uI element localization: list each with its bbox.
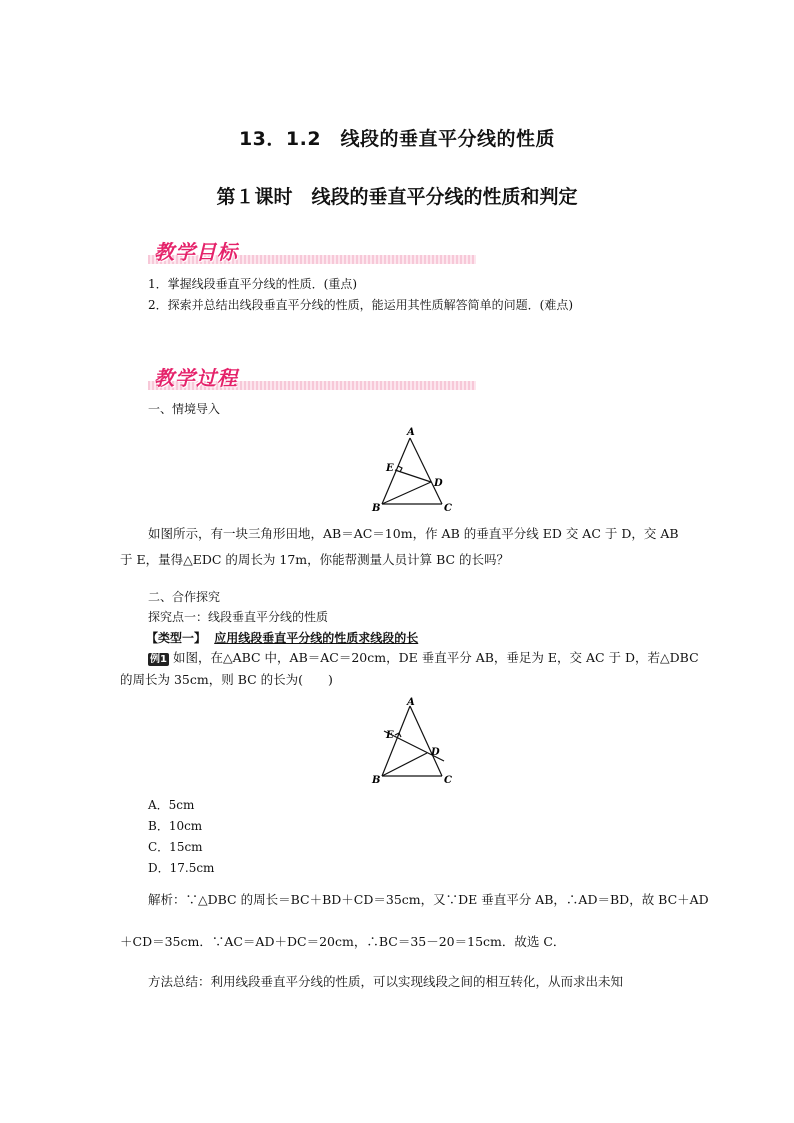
fig1-label-a: A bbox=[407, 427, 415, 438]
fig2-side-ab bbox=[382, 706, 410, 776]
fig2-label-d: D bbox=[431, 747, 440, 758]
type-text: 应用线段垂直平分线的性质求线段的长 bbox=[214, 631, 419, 645]
fig2-label-a: A bbox=[407, 697, 415, 708]
process-banner bbox=[148, 364, 476, 390]
intro-heading: 一、情境导入 bbox=[148, 402, 221, 416]
fig2-label-b: B bbox=[372, 775, 381, 786]
option-c: C．15cm bbox=[148, 840, 203, 854]
goal-item-2: 2．探索并总结出线段垂直平分线的性质，能运用其性质解答简单的问题．(难点) bbox=[148, 298, 574, 312]
option-d: D．17.5cm bbox=[148, 861, 215, 875]
method-summary: 方法总结：利用线段垂直平分线的性质，可以实现线段之间的相互转化，从而求出未知 bbox=[148, 974, 624, 989]
lesson-subtitle: 第１课时 线段的垂直平分线的性质和判定 bbox=[216, 186, 578, 208]
goals-banner bbox=[148, 238, 476, 264]
option-a: A．5cm bbox=[148, 798, 195, 812]
triangle-figure-1 bbox=[364, 424, 464, 516]
fig1-label-b: B bbox=[372, 503, 381, 514]
example-line-2: 的周长为 35cm，则 BC 的长为( ) bbox=[120, 672, 333, 687]
fig1-side-ac bbox=[410, 438, 442, 504]
type-label: 【类型一】 bbox=[146, 631, 207, 645]
intro-paragraph-line-2: 于 E，量得△EDC 的周长为 17m，你能帮测量人员计算 BC 的长吗？ bbox=[120, 552, 510, 567]
example-badge: 例1 bbox=[150, 654, 167, 665]
intro-paragraph-line-1: 如图所示，有一块三角形田地，AB＝AC＝10m，作 AB 的垂直平分线 ED 交 AC 于 D，交 AB bbox=[148, 526, 679, 541]
process-banner-text: 教学过程 bbox=[154, 366, 238, 390]
analysis-line-1: 解析：∵△DBC 的周长＝BC＋BD＋CD＝35cm，又∵DE 垂直平分 AB，∴AD＝BD，故 BC＋AD bbox=[148, 892, 709, 907]
fig1-label-c: C bbox=[444, 503, 452, 514]
fig2-segment-bd bbox=[382, 753, 427, 776]
explore-heading: 二、合作探究 bbox=[148, 590, 221, 604]
fig1-label-e: E bbox=[386, 463, 394, 474]
fig2-label-e: E bbox=[386, 730, 394, 741]
example-line-1 bbox=[148, 648, 699, 668]
page-title: 13．1.2 线段的垂直平分线的性质 bbox=[238, 128, 556, 150]
example-text-1: 如图，在△ABC 中，AB＝AC＝20cm，DE 垂直平分 AB，垂足为 E，交 AC 于 D，若△DBC bbox=[172, 650, 699, 665]
fig2-label-c: C bbox=[444, 775, 452, 786]
type-heading bbox=[146, 629, 418, 647]
fig1-label-d: D bbox=[434, 478, 443, 489]
goals-banner-text: 教学目标 bbox=[154, 240, 238, 264]
explore-point: 探究点一：线段垂直平分线的性质 bbox=[148, 610, 329, 624]
goal-item-1: 1．掌握线段垂直平分线的性质．(重点) bbox=[148, 277, 357, 291]
option-b: B．10cm bbox=[148, 819, 203, 833]
triangle-figure-2 bbox=[364, 696, 464, 788]
analysis-line-2: ＋CD＝35cm．∵AC＝AD＋DC＝20cm，∴BC＝35－20＝15cm．故选 C． bbox=[120, 934, 566, 949]
fig2-side-ac bbox=[410, 706, 442, 776]
